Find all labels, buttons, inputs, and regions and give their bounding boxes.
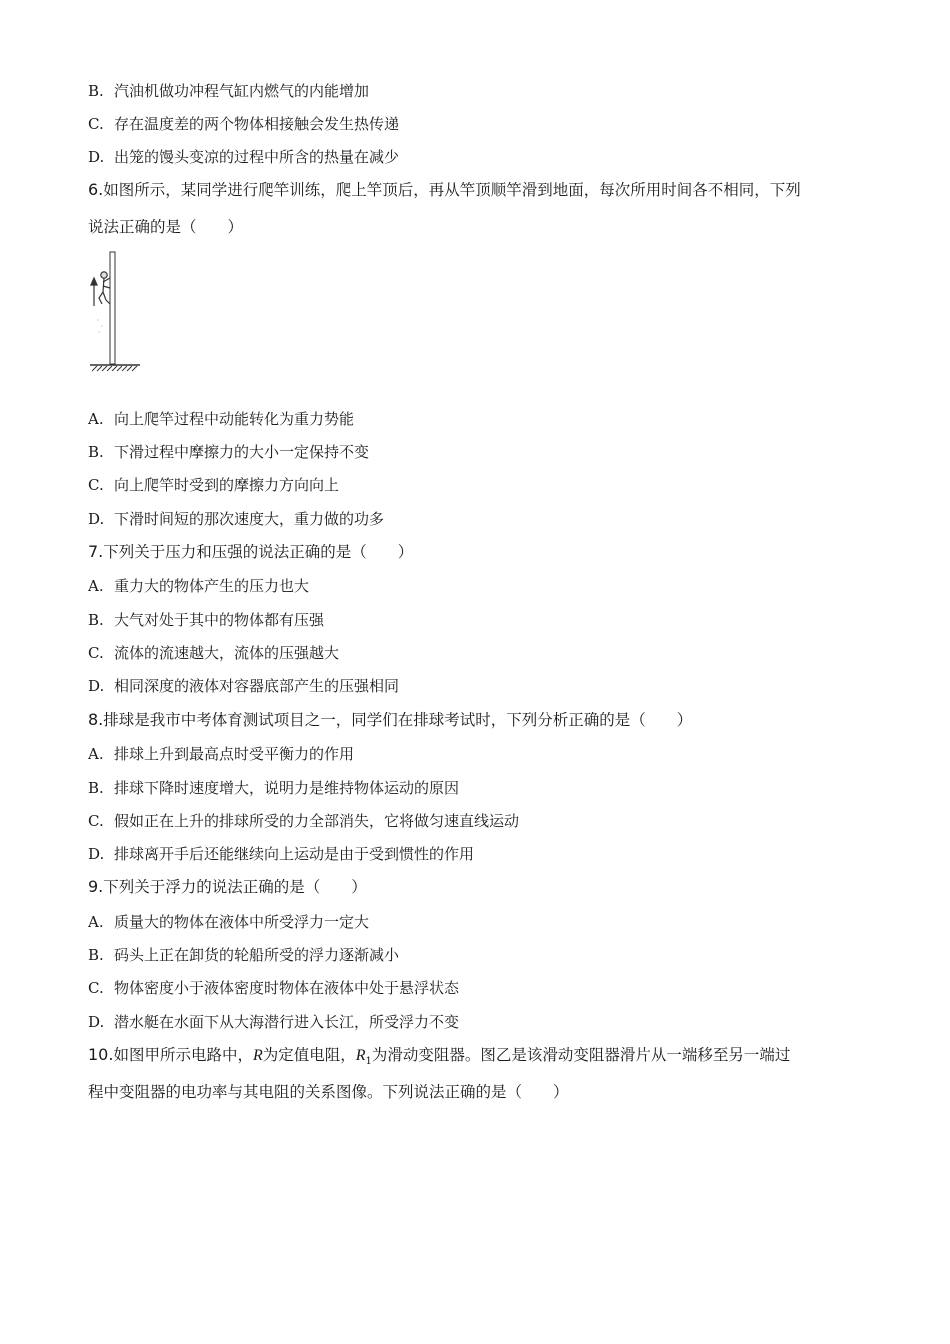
q6-stem-line2 (88, 217, 243, 237)
question-stem-cont: 程中变阻器的电功率与其电阻的关系图像。下列说法正确的是（ ） (88, 1083, 569, 1101)
q9-option-d (88, 1012, 459, 1032)
option-letter: C. (88, 979, 104, 997)
question-stem: 排球是我市中考体育测试项目之一，同学们在排球考试时，下列分析正确的是（ ） (103, 711, 693, 729)
option-text: 排球离开手后还能继续向上运动是由于受到惯性的作用 (114, 845, 475, 863)
variable-r: R (252, 1047, 263, 1064)
option-text: 下滑时间短的那次速度大，重力做的功多 (114, 510, 385, 528)
q7-option-a (88, 576, 309, 596)
option-text: 大气对处于其中的物体都有压强 (114, 611, 325, 629)
option-letter: D. (88, 148, 105, 166)
q6-option-c (88, 475, 339, 495)
q6-option-a (88, 409, 354, 429)
option-letter: C. (88, 476, 104, 494)
q6-stem-line1 (88, 180, 801, 200)
q8-option-d (88, 844, 474, 864)
option-letter: C. (88, 644, 104, 662)
motion-dots (97, 319, 103, 333)
q7-option-d (88, 676, 399, 696)
option-letter: B. (88, 611, 104, 629)
option-letter: D. (88, 1013, 105, 1031)
option-text: 存在温度差的两个物体相接触会发生热传递 (114, 115, 400, 133)
q6-option-d (88, 509, 384, 529)
option-text: 汽油机做功冲程气缸内燃气的内能增加 (114, 82, 370, 100)
question-number: 7. (88, 542, 104, 561)
question-stem: 如图甲所示电路中， (113, 1046, 253, 1064)
option-letter: A. (88, 745, 104, 763)
q9-stem (88, 877, 367, 897)
question-stem: 下列关于浮力的说法正确的是（ ） (103, 878, 367, 896)
question-number: 10. (88, 1045, 114, 1064)
q5-option-b (88, 81, 369, 101)
option-text: 相同深度的液体对容器底部产生的压强相同 (114, 677, 400, 695)
option-letter: D. (88, 845, 105, 863)
question-number: 9. (88, 877, 104, 896)
q8-stem (88, 710, 692, 730)
pole (110, 252, 115, 364)
question-stem: 如图所示，某同学进行爬竿训练，爬上竿顶后，再从竿顶顺竿滑到地面，每次所用时间各不相同，下列 (103, 181, 801, 199)
option-text: 潜水艇在水面下从大海潜行进入长江，所受浮力不变 (114, 1013, 460, 1031)
option-letter: A. (88, 410, 104, 428)
option-text: 向上爬竿时受到的摩擦力方向向上 (114, 476, 340, 494)
option-letter: C. (88, 115, 104, 133)
question-stem-cont: 说法正确的是（ ） (88, 218, 244, 236)
variable-r1-subscript: 1 (365, 1056, 372, 1068)
option-letter: B. (88, 443, 104, 461)
option-letter: A. (88, 913, 104, 931)
option-text: 排球下降时速度增大，说明力是维持物体运动的原因 (114, 779, 460, 797)
question-number: 8. (88, 710, 104, 729)
option-text: 下滑过程中摩擦力的大小一定保持不变 (114, 443, 370, 461)
question-stem: 为定值电阻， (262, 1046, 356, 1064)
option-letter: A. (88, 577, 104, 595)
option-letter: D. (88, 510, 105, 528)
option-text: 排球上升到最高点时受平衡力的作用 (114, 745, 355, 763)
option-text: 物体密度小于液体密度时物体在液体中处于悬浮状态 (114, 979, 460, 997)
climber-figure (99, 272, 110, 304)
pole-climbing-figure (86, 248, 146, 374)
option-text: 质量大的物体在液体中所受浮力一定大 (114, 913, 370, 931)
q10-stem-line1 (88, 1045, 790, 1072)
option-letter: B. (88, 779, 104, 797)
q9-option-c (88, 978, 459, 998)
up-arrow-icon (91, 278, 97, 306)
q8-option-b (88, 778, 459, 798)
option-text: 假如正在上升的排球所受的力全部消失，它将做匀速直线运动 (114, 812, 520, 830)
variable-r1: R (355, 1047, 366, 1064)
q5-option-d (88, 147, 399, 167)
q7-option-c (88, 643, 339, 663)
q7-stem (88, 542, 413, 562)
option-text: 码头上正在卸货的轮船所受的浮力逐渐减小 (114, 946, 400, 964)
q9-option-b (88, 945, 399, 965)
question-stem: 为滑动变阻器。图乙是该滑动变阻器滑片从一端移至另一端过 (371, 1046, 791, 1064)
option-letter: B. (88, 82, 104, 100)
option-letter: B. (88, 946, 104, 964)
option-letter: C. (88, 812, 104, 830)
q7-option-b (88, 610, 324, 630)
ground-hatch (92, 366, 137, 371)
q9-option-a (88, 912, 369, 932)
question-number: 6. (88, 180, 104, 199)
q8-option-a (88, 744, 354, 764)
option-text: 向上爬竿过程中动能转化为重力势能 (114, 410, 355, 428)
q8-option-c (88, 811, 519, 831)
q6-option-b (88, 442, 369, 462)
q10-stem-line2 (88, 1082, 569, 1102)
question-stem: 下列关于压力和压强的说法正确的是（ ） (103, 543, 414, 561)
option-text: 流体的流速越大，流体的压强越大 (114, 644, 340, 662)
option-text: 重力大的物体产生的压力也大 (114, 577, 310, 595)
option-text: 出笼的馒头变凉的过程中所含的热量在减少 (114, 148, 400, 166)
option-letter: D. (88, 677, 105, 695)
q5-option-c (88, 114, 399, 134)
